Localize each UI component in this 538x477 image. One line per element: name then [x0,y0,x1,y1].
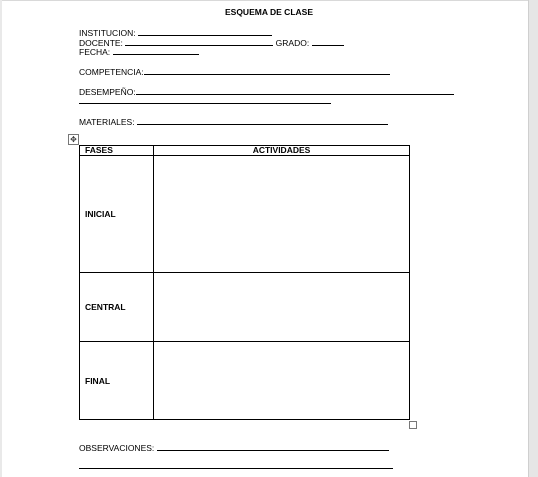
desempeno-line [79,86,454,97]
observaciones-label: OBSERVACIONES: [79,443,155,453]
observaciones-second-line[interactable] [79,468,393,469]
competencia-label: COMPETENCIA: [79,67,144,77]
materiales-label: MATERIALES: [79,117,135,127]
page-left-edge [0,0,2,477]
table-row [80,273,410,342]
competencia-line [79,66,390,77]
desempeno-second-line[interactable] [79,103,331,104]
materiales-field[interactable] [137,116,388,125]
phase-final: FINAL [80,342,154,420]
page-top-edge [0,0,529,1]
observaciones-line [79,442,389,453]
grado-label: GRADO: [275,38,310,48]
activities-final[interactable] [154,342,410,420]
institucion-label: INSTITUCION: [79,28,136,38]
header-fases: FASES [80,146,154,156]
fecha-field[interactable] [113,46,199,55]
phases-table [79,145,410,420]
table-row [80,156,410,273]
fecha-line [79,46,199,57]
table-move-icon[interactable]: ✥ [68,134,79,145]
header-actividades: ACTIVIDADES [154,146,410,156]
activities-central[interactable] [154,273,410,342]
scrollbar[interactable] [528,0,538,477]
table-resize-icon[interactable] [409,421,417,429]
desempeno-label: DESEMPEÑO: [79,87,136,97]
materiales-line [79,116,388,127]
phase-inicial: INICIAL [80,156,154,273]
document-title: ESQUEMA DE CLASE [224,7,313,17]
desempeno-field[interactable] [136,86,454,95]
docente-label: DOCENTE: [79,38,123,48]
grado-field[interactable] [312,37,344,46]
fecha-label: FECHA: [79,47,111,57]
competencia-field[interactable] [144,66,390,75]
phase-central: CENTRAL [80,273,154,342]
observaciones-field[interactable] [157,442,389,451]
table-header-row [80,146,410,156]
docente-field[interactable] [125,37,273,46]
activities-inicial[interactable] [154,156,410,273]
institucion-field[interactable] [138,27,272,36]
table-row [80,342,410,420]
